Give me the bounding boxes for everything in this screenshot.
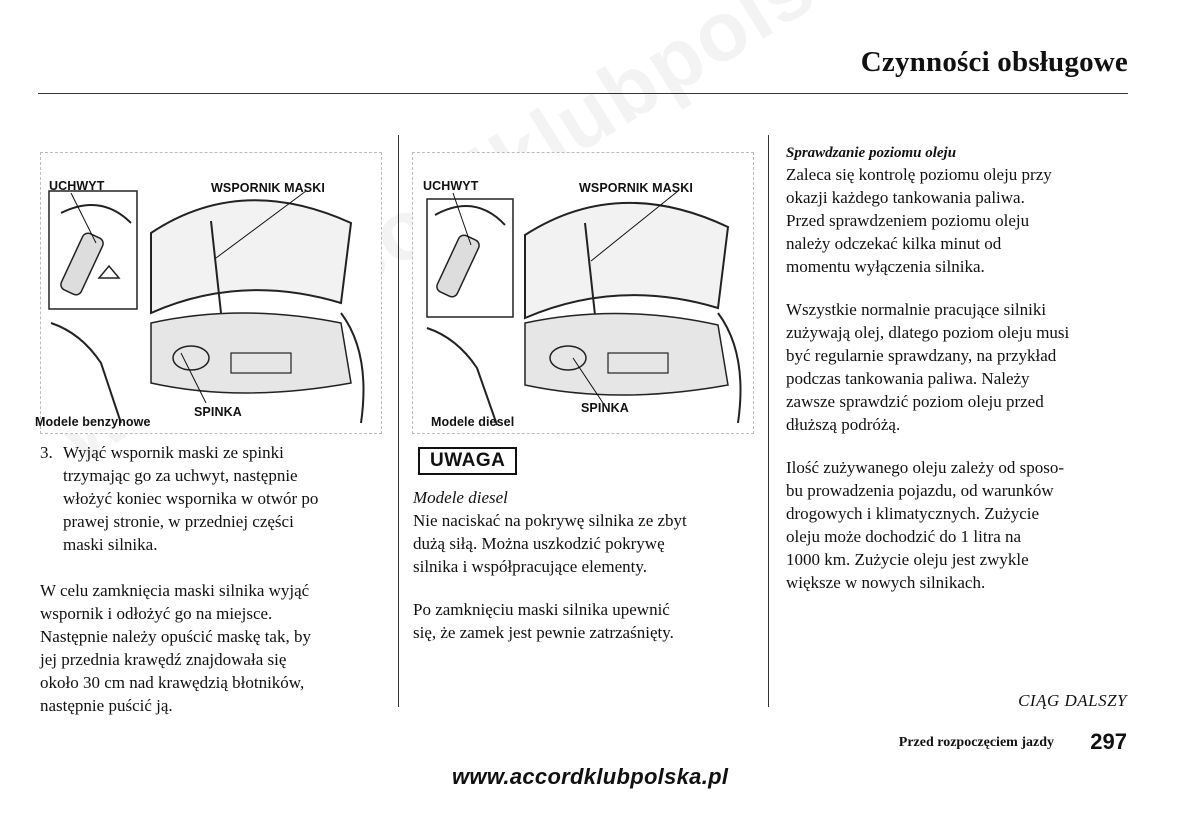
text-line: być regularnie sprawdzany, na przykład xyxy=(786,346,1057,365)
text-line: okazji każdego tankowania paliwa. xyxy=(786,188,1025,207)
text-line: następnie puścić ją. xyxy=(40,696,173,715)
text-line: dłuższą podróżą. xyxy=(786,415,901,434)
text-line: Zaleca się kontrolę poziomu oleju przy xyxy=(786,165,1052,184)
text-line: maski silnika. xyxy=(63,535,158,554)
oil-check-section xyxy=(786,143,1131,594)
label-clip: SPINKA xyxy=(581,401,629,415)
label-clip: SPINKA xyxy=(194,405,242,419)
text-line: bu prowadzenia pojazdu, od warunków xyxy=(786,481,1054,500)
text-line: około 30 cm nad krawędzią błotników, xyxy=(40,673,305,692)
text-line: większe w nowych silnikach. xyxy=(786,573,986,592)
hood-illustration-diesel xyxy=(412,152,754,434)
text-line: włożyć koniec wspornika w otwór po xyxy=(63,489,319,508)
engine-bay-drawing-petrol xyxy=(41,153,381,433)
warning-text xyxy=(413,486,758,644)
text-line: prawej stronie, w przedniej części xyxy=(63,512,294,531)
figure-caption-diesel: Modele diesel xyxy=(431,415,515,429)
continued-marker: CIĄG DALSZY xyxy=(1018,691,1127,710)
section-subheading: Sprawdzanie poziomu oleju xyxy=(786,145,957,161)
text-line: trzymając go za uchwyt, następnie xyxy=(63,466,298,485)
step-number: 3. xyxy=(40,443,53,462)
text-line: należy odczekać kilka minut od xyxy=(786,234,1002,253)
text-line: Ilość zużywanego oleju zależy od sposo- xyxy=(786,458,1065,477)
text-line: W celu zamknięcia maski silnika wyjąć xyxy=(40,581,310,600)
text-line: Wszystkie normalnie pracujące silniki xyxy=(786,300,1047,319)
text-line: oleju może dochodzić do 1 litra na xyxy=(786,527,1022,546)
text-line: zawsze sprawdzić poziom oleju przed xyxy=(786,392,1044,411)
text-line: Przed sprawdzeniem poziomu oleju xyxy=(786,211,1030,230)
step-3-text xyxy=(63,441,380,556)
text-line: 1000 km. Zużycie oleju jest zwykle xyxy=(786,550,1029,569)
text-line: Następnie należy opuścić maskę tak, by xyxy=(40,627,311,646)
warning-label: UWAGA xyxy=(430,450,506,471)
text-line: momentu wyłączenia silnika. xyxy=(786,257,985,276)
engine-bay-drawing-diesel xyxy=(413,153,753,433)
text-line: dużą siłą. Można uszkodzić pokrywę xyxy=(413,534,665,553)
header-rule xyxy=(38,93,1128,94)
text-line: silnika i współpracujące elementy. xyxy=(413,557,647,576)
text-line: Wyjąć wspornik maski ze spinki xyxy=(63,443,284,462)
text-line: Nie naciskać na pokrywę silnika ze zbyt xyxy=(413,511,687,530)
column-divider-left xyxy=(398,135,399,707)
text-line: wspornik i odłożyć go na miejsce. xyxy=(40,604,273,623)
text-line: zużywają olej, dlatego poziom oleju musi xyxy=(786,323,1070,342)
page-title: Czynności obsługowe xyxy=(860,46,1128,78)
warning-box xyxy=(418,447,517,475)
text-line: podczas tankowania paliwa. Należy xyxy=(786,369,1030,388)
label-hood-support: WSPORNIK MASKI xyxy=(211,181,325,195)
closing-hood-paragraph xyxy=(40,579,385,717)
footer-section-title: Przed rozpoczęciem jazdy xyxy=(898,735,1054,750)
warning-subhead: Modele diesel xyxy=(413,488,508,507)
hood-illustration-petrol xyxy=(35,152,382,434)
text-line: się, że zamek jest pewnie zatrzaśnięty. xyxy=(413,623,674,642)
website-link[interactable]: www.accordklubpolska.pl xyxy=(452,764,729,789)
step-3 xyxy=(40,441,380,556)
page-number: 297 xyxy=(1090,729,1127,754)
label-hood-support: WSPORNIK MASKI xyxy=(579,181,693,195)
label-handle: UCHWYT xyxy=(49,179,105,193)
text-line: jej przednia krawędź znajdowała się xyxy=(40,650,287,669)
label-handle: UCHWYT xyxy=(423,179,479,193)
text-line: Po zamknięciu maski silnika upewnić xyxy=(413,600,670,619)
figure-caption-petrol: Modele benzynowe xyxy=(35,415,151,429)
text-line: drogowych i klimatycznych. Zużycie xyxy=(786,504,1040,523)
column-divider-right xyxy=(768,135,769,707)
